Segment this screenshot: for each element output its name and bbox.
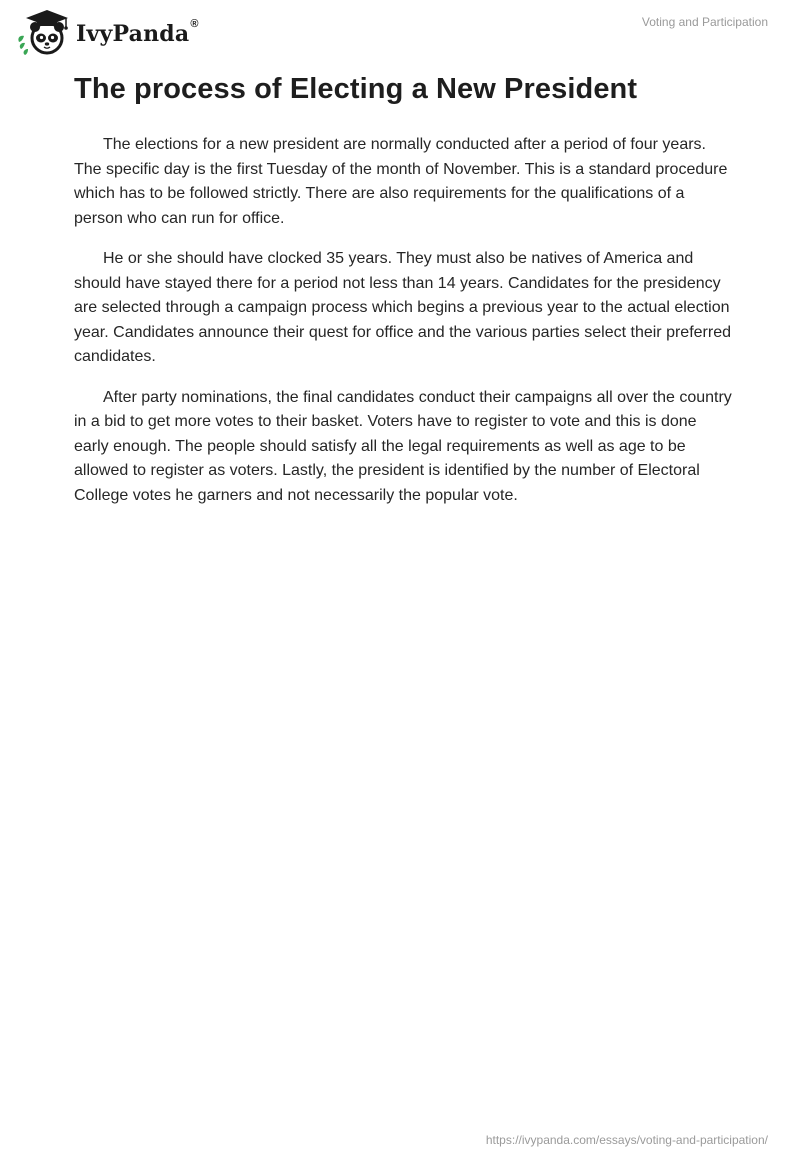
- ivypanda-logo[interactable]: [16, 8, 199, 58]
- paragraph-3: After party nominations, the final candidates conduct their campaigns all over the country in a bid to get more votes to their basket. Voters have to register to vote and this is done early enough. The people should satisfy all the legal requirements as well as age to be allowed to register as voters. Lastly, the president is identified by the number of Electoral College votes he garners and not necessarily the popular vote.: [74, 388, 732, 504]
- paragraph-1: The elections for a new president are normally conducted after a period of four years. The specific day is the first Tuesday of the month of November. This is a standard procedure which has to be followed strictly. There are also requirements for the qualifications of a person who can run for office.: [74, 136, 728, 227]
- document-title: Voting and Participation: [641, 15, 768, 29]
- brand-name: IvyPanda®: [76, 18, 199, 47]
- page-title: The process of Electing a New President: [74, 73, 638, 105]
- source-url[interactable]: https://ivypanda.com/essays/voting-and-participation/: [485, 1133, 768, 1147]
- panda-graduation-cap-icon: [16, 8, 74, 58]
- paragraph-2: He or she should have clocked 35 years. They must also be natives of America and should have stayed there for a period not less than 14 years. Candidates for the presidency are selected through a campaign process which begins a previous year to the actual election year. Candidates announce their quest for office and the various parties select their preferred candidates.: [74, 250, 731, 365]
- page-header: [0, 0, 800, 60]
- article-body: [74, 133, 734, 524]
